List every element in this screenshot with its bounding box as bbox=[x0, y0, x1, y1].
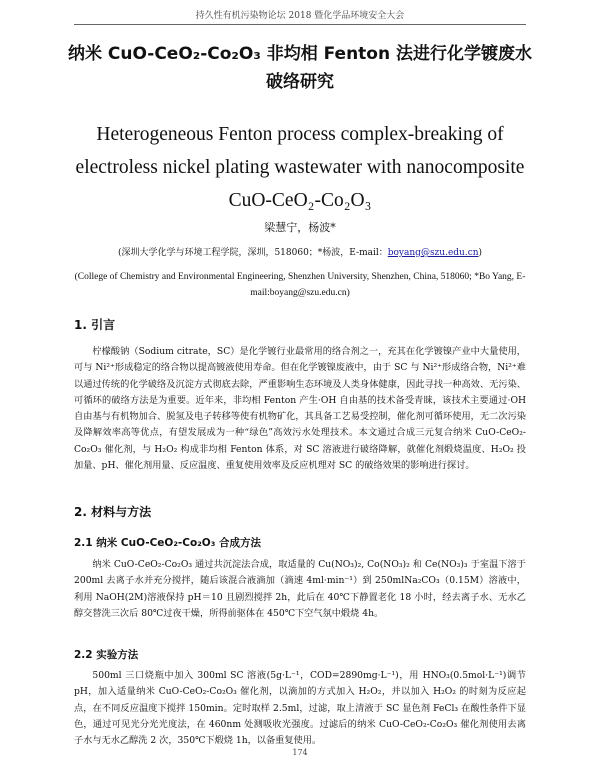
author-email-link[interactable]: boyang@szu.edu.cn bbox=[387, 248, 479, 258]
affiliation-chinese-close: ) bbox=[478, 248, 483, 258]
english-title: Heterogeneous Fenton process complex-breaking of electroless nickel plating wastewater with nanocomposite CuO-CeO₂-Co₂O₃ bbox=[75, 124, 525, 211]
paragraph-introduction: 柠檬酸钠（Sodium citrate，SC）是化学镀行业最常用的络合剂之一，充其在化学镀镍产业中大量使用，可与 Ni²⁺形成稳定的络合物以提高镀液使用寿命。但在化学镀镍废液中，由于 SC 与 Ni²⁺形成络合物，Ni²⁺难以通过传统的化学破络及沉淀方式彻底去除，严重影响生态环境及人类身体健康，因此寻找一种高效、无污染、可循环的破络方法是为重要。近年来，非均相 Fenton 产生·OH 自由基的技术备受青睐，该技术主要通过·OH 自由基与有机物加合、脱氢及电子转移等使有机物矿化，其具备工艺易受控制，催化剂可循环使用，无二次污染及降解效率高等优点，有望发展成为一种“绿色”高效污水处理技术。本文通过合成三元复合纳米 CuO-CeO₂-Co₂O₃ 催化剂，与 H₂O₂ 构成非均相 Fenton 体系，对 SC 溶液进行破络降解，就催化剂煅烧温度、H₂O₂ 投加量、pH、催化剂用量、反应温度、重复使用效率及反应机理对 SC 的破络效果的影响进行探讨。 bbox=[74, 346, 526, 472]
affiliation-english: (College of Chemistry and Environmental Engineering, Shenzhen University, Shenzhen, China, 518060; *Bo Yang, E-mail:boyang@szu.edu.cn) bbox=[74, 272, 526, 298]
running-header: 持久性有机污染物论坛 2018 暨化学品环境安全大会 bbox=[195, 11, 405, 21]
subsection-heading-experimental: 2.2 实验方法 bbox=[74, 649, 139, 661]
author-line: 梁慧宁，杨波* bbox=[264, 221, 336, 234]
affiliation-chinese-text: (深圳大学化学与环境工程学院，深圳，518060；*杨波，E-mail： bbox=[117, 248, 388, 258]
header-rule bbox=[74, 24, 526, 25]
section-heading-introduction: 1. 引言 bbox=[74, 318, 116, 332]
subsection-heading-synthesis: 2.1 纳米 CuO-CeO₂-Co₂O₃ 合成方法 bbox=[74, 537, 261, 549]
paragraph-experimental: 500ml 三口烧瓶中加入 300ml SC 溶液(5g·L⁻¹，COD=2890mg·L⁻¹)，用 HNO₃(0.5mol·L⁻¹)调节 pH，加入适量纳米 CuO-CeO₂-Co₂O₃ 催化剂，以滴加的方式加入 H₂O₂，并以加入 H₂O₂ 的时刻为反应起点，在不同反应温度下搅拌 150min。定时取样 2.5ml，过滤，取上清液于 SC 显色剂 FeCl₃ 在酸性条件下显色，通过可见光分光光度法，在 460nm 处测吸收光强度。过滤后的纳米 CuO-CeO₂-Co₂O₃ 催化剂使用去离子水与无水乙醇洗 2 次，350℃下煅烧 1h，以备重复使用。 bbox=[74, 670, 526, 747]
affiliation-chinese bbox=[0, 245, 600, 258]
chinese-title: 纳米 CuO-CeO₂-Co₂O₃ 非均相 Fenton 法进行化学镀废水破络研究 bbox=[68, 44, 532, 92]
page-number: 174 bbox=[292, 748, 308, 757]
section-heading-materials-methods: 2. 材料与方法 bbox=[74, 505, 152, 519]
paragraph-synthesis: 纳米 CuO-CeO₂-Co₂O₃ 通过共沉淀法合成，取适量的 Cu(NO₃)₂, Co(NO₃)₂ 和 Ce(NO₃)₃ 于室温下溶于 200ml 去离子水并充分搅拌，随后该混合液滴加（滴速 4ml·min⁻¹）到 250mlNa₂CO₃（0.15M）溶液中，利用 NaOH(2M)溶液保持 pH＝10 且剧烈搅拌 2h，此后在 40℃下静置老化 18 小时，经去离子水、无水乙醇交替洗三次后 80℃过夜干燥，所得前驱体在 450℃下空气氛中煅烧 4h。 bbox=[74, 559, 526, 619]
